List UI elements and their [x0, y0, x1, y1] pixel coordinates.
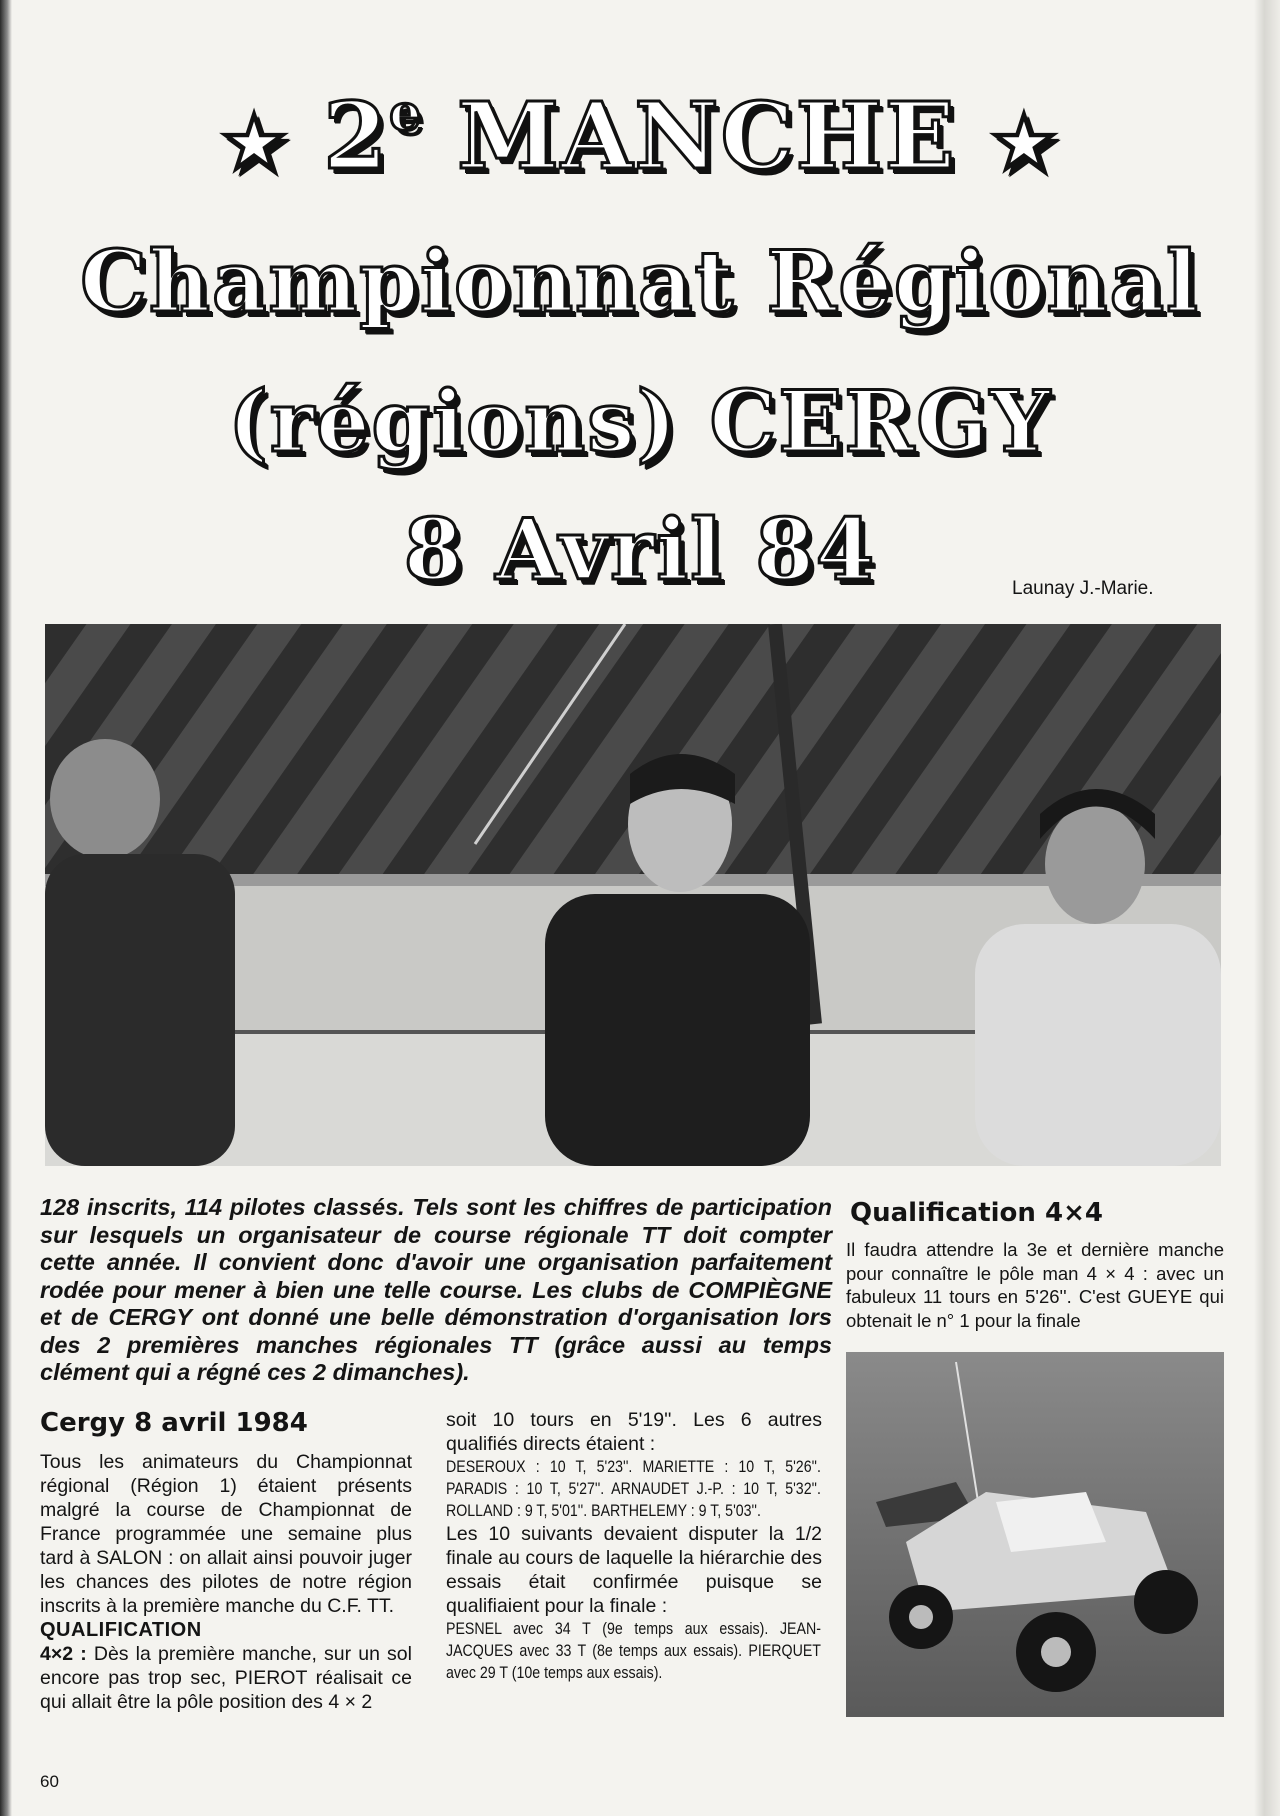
results-finalists: PESNEL avec 34 T (9e temps aux essais). JEAN-JACQUES avec 33 T (8e temps aux essais). PIERQUET avec 29 T (10e temps aux essais). [446, 1620, 821, 1682]
title-superscript: e [389, 83, 424, 142]
intro-paragraph: 128 inscrits, 114 pilotes classés. Tels sont les chiffres de participation sur lesquels un organisateur de course régionale TT doit compter cette année. Il convient donc d'avoir une organisation parfaitement rodée pour mener à bien une telle course. Les clubs de COMPIÈGNE et de CERGY ont donné une belle démonstration d'organisation lors des 2 premières manches régionales TT (grâce aussi au temps clément qui a régné ces 2 dimanches). [40, 1194, 832, 1385]
title-number: 2 [323, 82, 390, 190]
subheading-qualification: QUALIFICATION [40, 1619, 202, 1641]
column-left [40, 1450, 412, 1714]
title-word-manche: MANCHE [457, 82, 957, 190]
paragraph-demi-finale: Les 10 suivants devaient disputer la 1/2 finale au cours de laquelle la hiérarchie des essais était confirmée puisque se qualifiaient pour la finale : [446, 1523, 822, 1617]
results-direct-qualifiers: DESEROUX : 10 T, 5'23''. MARIETTE : 10 T, 5'26''. PARADIS : 10 T, 5'27''. ARNAUDET J.-P. : 10 T, 5'32''. ROLLAND : 9 T, 5'01''. BARTHELEMY : 9 T, 5'03''. [446, 1458, 821, 1520]
photo-rc-buggy [846, 1352, 1224, 1717]
title-line-3: (régions) CERGY [228, 372, 1052, 471]
paragraph-animateurs: Tous les animateurs du Championnat régional (Région 1) étaient présents malgré la course de Championnat de France programmée une semaine plus tard à SALON : on allait ainsi pouvoir juger les chances des pilotes de notre région inscrits à la première manche du C.F. TT. [40, 1451, 412, 1617]
heading-qualification-4x4: Qualification 4×4 [850, 1198, 1103, 1228]
title-line-4: 8 Avril 84 [403, 500, 877, 599]
paragraph-qualifies: soit 10 tours en 5'19''. Les 6 autres qualifiés directs étaient : [446, 1409, 822, 1455]
title-line-2: Championnat Régional [80, 232, 1200, 331]
paragraph-qualification-4x4: Il faudra attendre la 3e et dernière manche pour connaître le pôle man 4 × 4 : avec un fabuleux 11 tours en 5'26''. C'est GUEYE qui obtenait le n° 1 pour la finale [846, 1239, 1224, 1331]
author-byline: Launay J.-Marie. [1012, 578, 1154, 599]
heading-cergy-date: Cergy 8 avril 1984 [40, 1408, 308, 1438]
page-number: 60 [40, 1772, 59, 1791]
paragraph-4x2 [40, 1642, 412, 1714]
title-line-1 [0, 82, 1280, 190]
star-icon: ★ [220, 100, 290, 186]
column-middle [446, 1408, 822, 1684]
photo-pilots-under-tent [45, 624, 1221, 1166]
label-4x2: 4×2 : [40, 1643, 87, 1665]
text-4x2: Dès la première manche, sur un sol encore pas trop sec, PIEROT réalisait ce qui allait être la pôle position des 4 × 2 [40, 1643, 412, 1713]
star-icon: ★ [990, 100, 1060, 186]
